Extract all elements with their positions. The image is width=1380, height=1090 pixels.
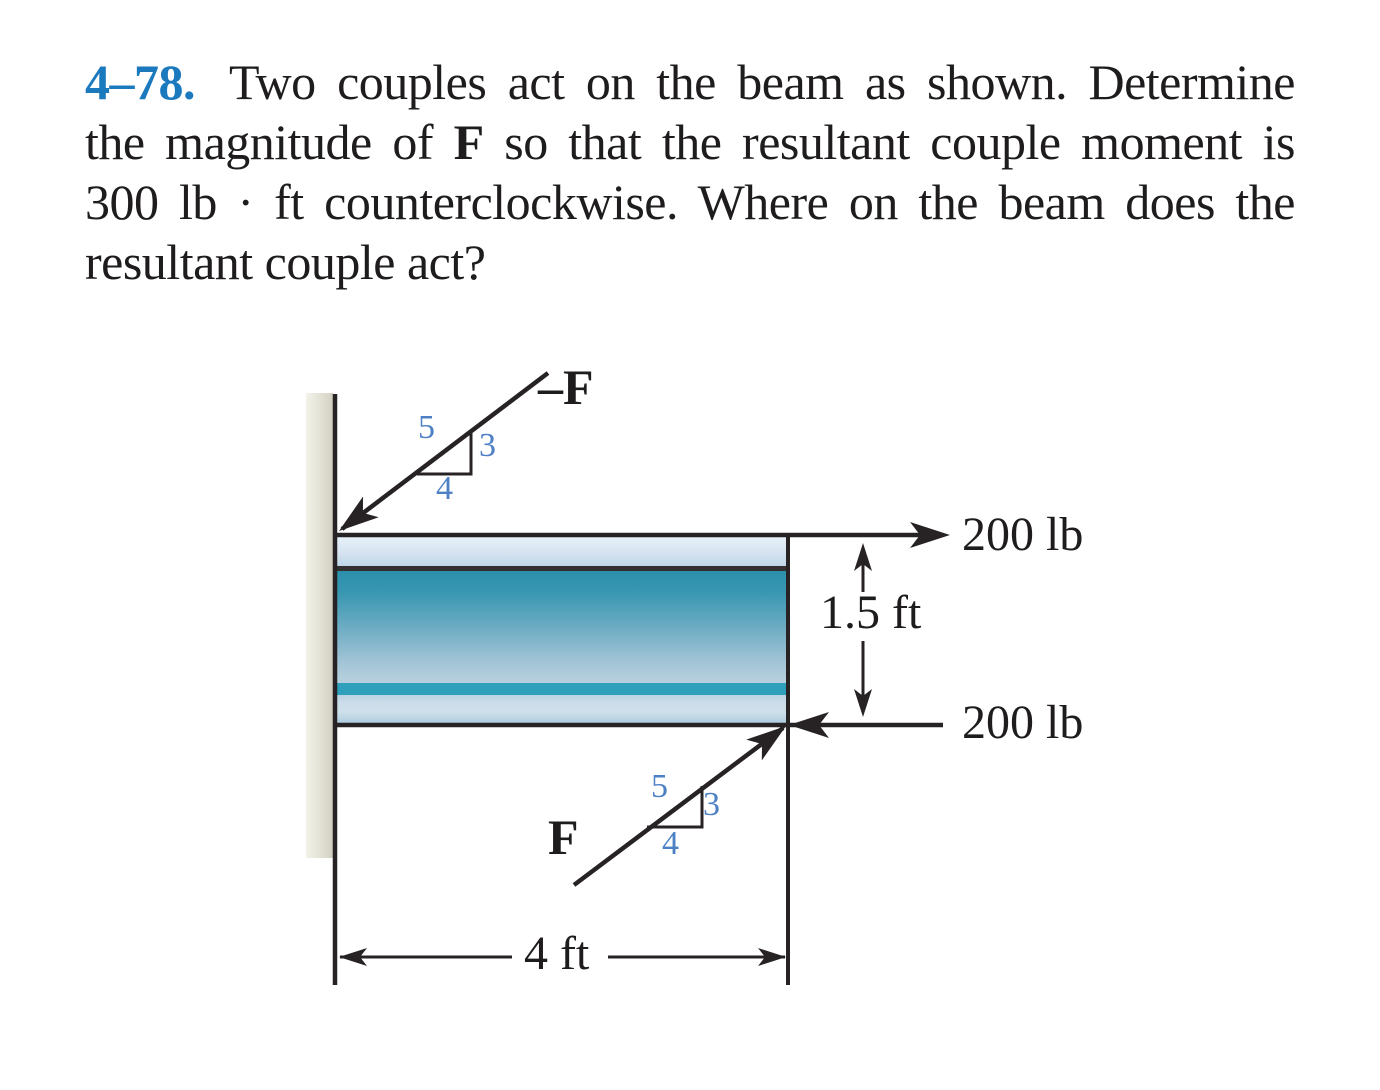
horizontal-dimension-label: 4 ft xyxy=(524,927,590,980)
problem-line-2-pre: the magnitude of xyxy=(85,114,454,170)
problem-line-4: resultant couple act? xyxy=(85,234,486,290)
lower-slope-hypotenuse-label: 5 xyxy=(651,768,668,805)
upper-force-label: –F xyxy=(538,359,594,415)
upper-slope-run-label: 4 xyxy=(436,470,453,507)
upper-slope-rise-label: 3 xyxy=(479,427,496,464)
lower-slope-run-label: 4 xyxy=(662,825,679,862)
problem-line-3: 300 lb · ft counterclockwise. Where on the beam does the xyxy=(85,174,1295,230)
problem-line-1-text: Two couples act on the beam as shown. Determine xyxy=(229,54,1295,110)
problem-number: 4–78. xyxy=(85,54,195,110)
vertical-dimension-label: 1.5 ft xyxy=(820,586,922,639)
lower-slope-rise-label: 3 xyxy=(703,786,720,823)
problem-line-2-post: so that the resultant couple moment is xyxy=(483,114,1295,170)
force-symbol-inline: F xyxy=(453,114,484,170)
lower-right-force-label: 200 lb xyxy=(962,696,1084,749)
lower-force-label: F xyxy=(548,809,579,865)
upper-right-force-label: 200 lb xyxy=(962,508,1084,561)
upper-slope-hypotenuse-label: 5 xyxy=(418,409,435,446)
